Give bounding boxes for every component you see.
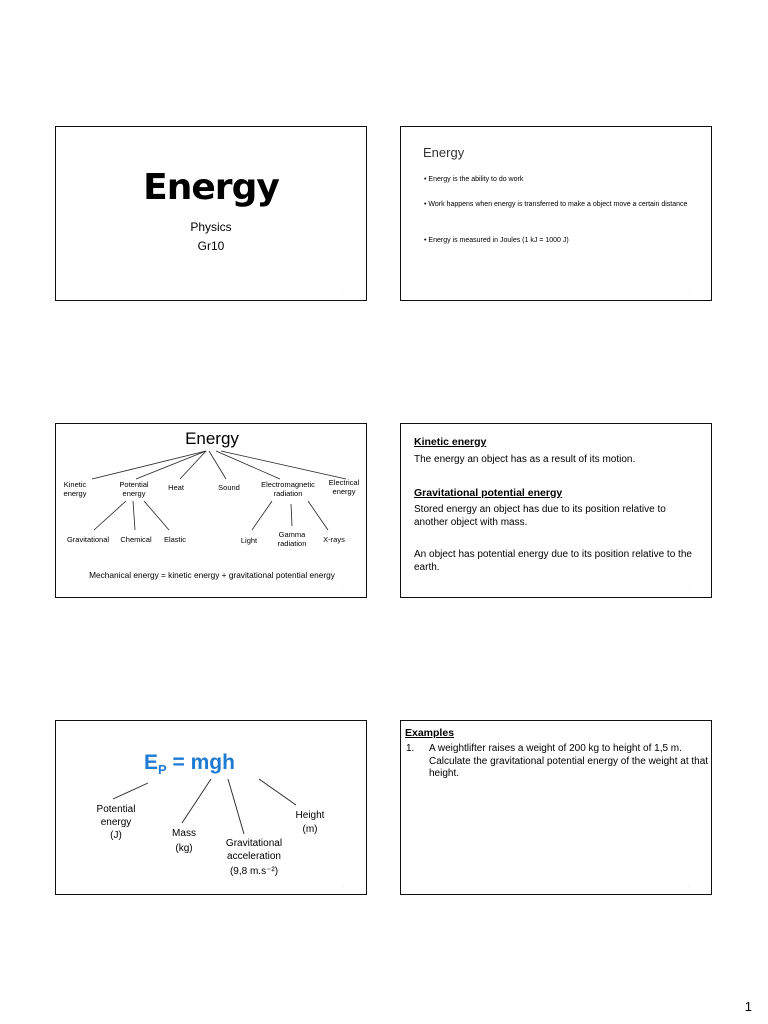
text-kinetic-definition: The energy an object has as a result of its motion. xyxy=(414,454,636,465)
bullet-3-text: Energy is measured in Joules (1 kJ = 1000 J) xyxy=(428,237,569,244)
node-gravitational: Gravitational xyxy=(66,535,110,544)
slide-number-mark: · xyxy=(342,587,344,592)
text-gpe-definition: Stored energy an object has due to its position relative to another object with mass. xyxy=(414,504,666,528)
bullet-2-text: Work happens when energy is transferred to make a object move a certain distance xyxy=(428,201,688,208)
heading-examples: Examples xyxy=(405,727,455,739)
formula-subscript: P xyxy=(158,762,167,778)
node-kinetic-energy xyxy=(58,480,92,498)
slide-examples xyxy=(400,720,712,895)
node-kinetic-l2: energy xyxy=(63,489,87,498)
tree-root: Energy xyxy=(185,429,239,448)
label-grav-l2: acceleration xyxy=(227,851,281,862)
label-height-unit: (m) xyxy=(302,824,318,835)
slide1-subtitle-subject: Physics xyxy=(190,220,232,234)
bullet-2: • Work happens when energy is transferred to make a object move a certain distance xyxy=(424,201,688,208)
formula-gpe xyxy=(144,751,235,777)
bullet-3: • Energy is measured in Joules (1 kJ = 1000 J) xyxy=(424,237,569,244)
node-gamma-radiation xyxy=(272,530,312,548)
node-gamma-l2: radiation xyxy=(277,539,307,548)
slide2-title: Energy xyxy=(423,145,465,160)
slide-energy-types-tree xyxy=(55,423,367,598)
label-potential-l2: energy xyxy=(100,817,132,828)
slide1-title: Energy xyxy=(143,167,279,208)
label-mass xyxy=(164,827,204,858)
bullet-1-text: Energy is the ability to do work xyxy=(428,176,524,183)
example-number: 1. xyxy=(406,743,415,754)
slide1-subtitle-grade: Gr10 xyxy=(197,239,225,253)
node-potential-energy xyxy=(111,480,157,498)
slide-number-mark: · xyxy=(687,587,689,592)
label-grav-l1: Gravitational xyxy=(225,838,283,849)
node-chemical: Chemical xyxy=(120,535,152,544)
slide-kinetic-potential xyxy=(400,423,712,598)
node-electrical-l2: energy xyxy=(332,487,356,496)
node-potential-l2: energy xyxy=(122,489,146,498)
formula-rhs: = mgh xyxy=(172,751,235,774)
slide-number-mark: · xyxy=(342,290,344,295)
node-elastic: Elastic xyxy=(163,535,187,544)
node-em-l1: Electromagnetic xyxy=(261,480,315,489)
slide-number-mark: · xyxy=(687,884,689,889)
node-gamma-l1: Gamma xyxy=(278,530,306,539)
formula-lhs: E xyxy=(144,751,159,774)
node-electrical-energy xyxy=(322,478,366,496)
slide-number-mark: · xyxy=(342,884,344,889)
label-potential-energy xyxy=(84,803,148,842)
node-x-rays: X-rays xyxy=(323,535,345,544)
label-grav-unit: (9,8 m.s⁻²) xyxy=(229,866,279,877)
node-kinetic-l1: Kinetic xyxy=(63,480,87,489)
slide-gpe-formula xyxy=(55,720,367,895)
slide-number-mark: · xyxy=(687,290,689,295)
page-number: 1 xyxy=(744,999,752,1014)
label-height xyxy=(288,809,332,838)
node-potential-l1: Potential xyxy=(119,480,149,489)
label-mass-unit: (kg) xyxy=(175,843,193,854)
label-height-l1: Height xyxy=(295,810,325,821)
node-electromagnetic-radiation xyxy=(252,480,324,498)
node-light: Light xyxy=(240,536,258,545)
bullet-1: • Energy is the ability to do work xyxy=(424,176,524,183)
node-sound: Sound xyxy=(218,483,240,492)
mechanical-energy-footer: Mechanical energy = kinetic energy + gravitational potential energy xyxy=(89,570,335,580)
node-electrical-l1: Electrical xyxy=(328,478,360,487)
heading-kinetic-energy: Kinetic energy xyxy=(414,436,487,448)
text-gpe-earth: An object has potential energy due to its position relative to the earth. xyxy=(414,549,692,573)
label-potential-unit: (J) xyxy=(110,830,122,841)
label-potential-l1: Potential xyxy=(96,804,136,815)
label-gravitational-acceleration xyxy=(214,837,294,881)
node-em-l2: radiation xyxy=(273,489,303,498)
slide-energy-definition xyxy=(400,126,712,301)
heading-gravitational-potential-energy: Gravitational potential energy xyxy=(414,487,563,499)
slide-title xyxy=(55,126,367,301)
example-text: A weightlifter raises a weight of 200 kg to height of 1,5 m. Calculate the gravitational potential energy of the weight at that height. xyxy=(429,743,709,779)
label-mass-l1: Mass xyxy=(172,828,196,839)
node-heat: Heat xyxy=(168,483,184,492)
